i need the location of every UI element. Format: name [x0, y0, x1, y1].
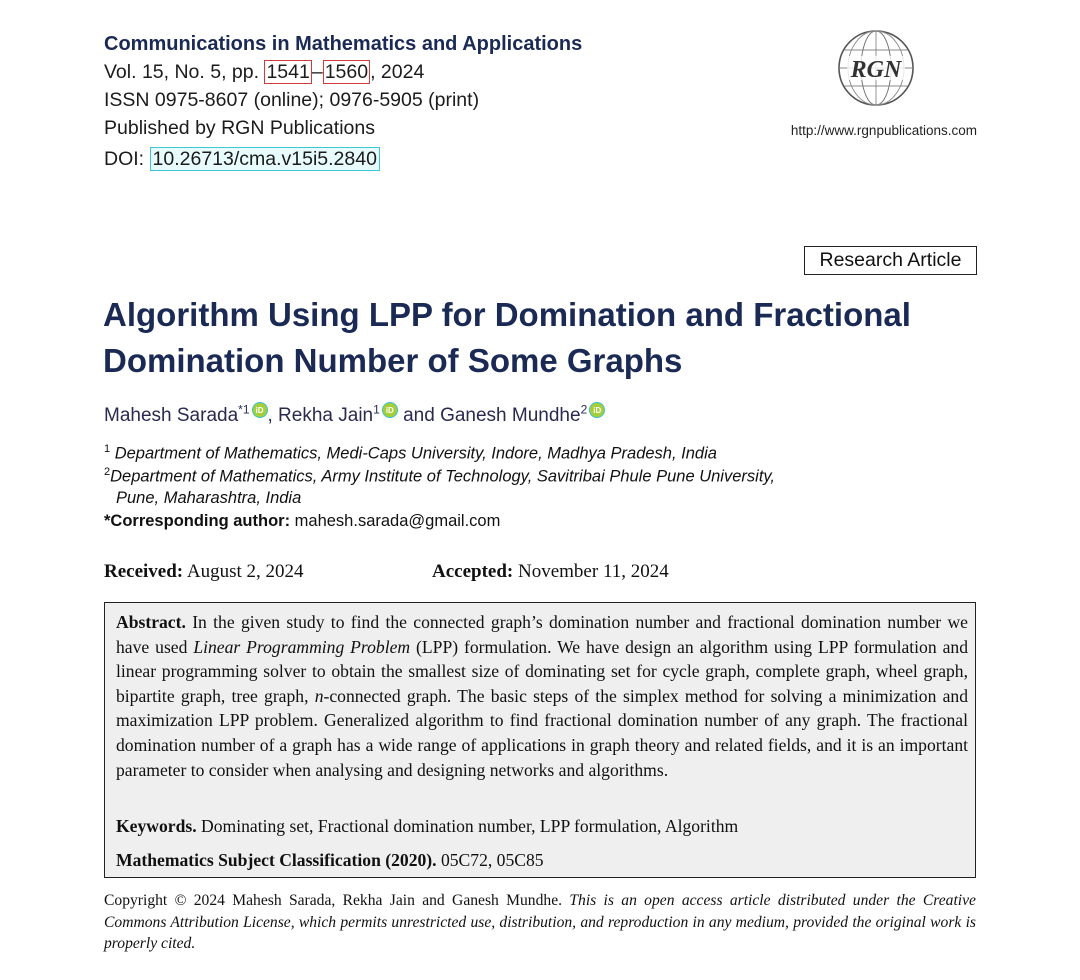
abstract-part-3: -connected graph. The basic steps of the simplex method for solving a minimization and maximization LPP problem. Generalized algorithm to find fractional domination number of any graph. The fractional domination number of a graph has a wide range of applications in graph theory and related fields, and it is an important parameter to consider when analysing and designing networks and algorithms. — [116, 685, 968, 780]
affiliation-1-number: 1 — [104, 443, 111, 455]
accepted-date — [432, 561, 669, 583]
affiliation-2 — [104, 466, 775, 487]
corresponding-email[interactable]: mahesh.sarada@gmail.com — [290, 512, 501, 530]
affiliation-2-cont: Pune, Maharashtra, India — [116, 489, 302, 507]
corresponding-author — [104, 512, 500, 531]
keywords-label: Keywords. — [116, 816, 197, 836]
copyright-license: This is an open access article distributed under the Creative Commons Attribution License, which permits unrestricted use, distribution, and reproduction in any medium, provided the original work is properly cited. — [104, 892, 976, 952]
copyright-notice — [104, 890, 976, 955]
abstract-text — [116, 610, 968, 782]
issn-line: ISSN 0975-8607 (online); 0976-5905 (print) — [104, 89, 480, 111]
publisher-website[interactable]: http://www.rgnpublications.com — [790, 123, 977, 138]
author-1-sup: *1 — [238, 402, 250, 417]
volume-prefix: Vol. 15, No. 5, pp. — [104, 61, 265, 83]
author-2-sup: 1 — [373, 402, 380, 417]
page-start-link[interactable]: 1541 — [266, 61, 310, 83]
title-line-1: Algorithm Using LPP for Domination and Fractional — [103, 296, 911, 333]
corresponding-label: *Corresponding author: — [104, 512, 291, 530]
msc-label: Mathematics Subject Classification (2020). — [116, 850, 437, 870]
orcid-icon[interactable]: iD — [252, 402, 268, 418]
affiliation-2-text: Department of Mathematics, Army Institute of Technology, Savitribai Phule Pune University, — [110, 467, 776, 486]
author-list — [104, 402, 605, 427]
copyright-plain: Copyright © 2024 Mahesh Sarada, Rekha Jain and Ganesh Mundhe. — [104, 892, 570, 909]
logo-text: RGN — [850, 57, 902, 83]
volume-line — [104, 61, 424, 84]
orcid-icon[interactable]: iD — [589, 402, 605, 418]
keywords — [116, 816, 738, 837]
received-date — [104, 561, 304, 583]
abstract-label: Abstract. — [116, 612, 186, 632]
publisher-line: Published by RGN Publications — [104, 117, 375, 139]
article-type-badge: Research Article — [804, 246, 977, 275]
doi-label: DOI: — [104, 148, 150, 170]
author-3-sup: 2 — [580, 402, 588, 417]
orcid-icon[interactable]: iD — [382, 402, 398, 418]
abstract-box — [104, 602, 976, 878]
affiliation-1-text: Department of Mathematics, Medi-Caps University, Indore, Madhya Pradesh, India — [114, 444, 717, 463]
msc-classification — [116, 850, 544, 871]
doi-line — [104, 148, 380, 171]
keywords-text: Dominating set, Fractional domination number, LPP formulation, Algorithm — [196, 816, 739, 836]
abstract-n: n — [314, 685, 324, 706]
affiliation-2-number: 2 — [104, 466, 111, 478]
rgn-globe-logo — [836, 28, 916, 108]
paper-title — [103, 292, 993, 384]
author-2: , Rekha Jain — [267, 405, 374, 426]
volume-suffix: , 2024 — [370, 61, 425, 83]
abstract-part-2: (LPP) formulation. We have design an algorithm using LPP formulation and linear programming solver to obtain the smallest size of dominating set for cycle graph, complete graph, wheel graph, bipartite graph, tree graph, — [116, 636, 968, 706]
abstract-part-1: In the given study to find the connected graph’s domination number and fractional domination number we have used — [116, 612, 968, 657]
author-3: and Ganesh Mundhe — [397, 405, 581, 426]
affiliation-1 — [104, 443, 717, 464]
author-1: Mahesh Sarada — [104, 405, 239, 426]
msc-text: 05C72, 05C85 — [436, 850, 544, 870]
received-value: August 2, 2024 — [183, 561, 304, 582]
page-separator: – — [311, 61, 323, 83]
doi-link[interactable]: 10.26713/cma.v15i5.2840 — [150, 147, 380, 171]
accepted-value: November 11, 2024 — [513, 561, 669, 582]
title-line-2: Domination Number of Some Graphs — [103, 342, 683, 379]
journal-name: Communications in Mathematics and Applications — [104, 33, 583, 55]
page-end-link[interactable]: 1560 — [324, 61, 369, 83]
received-label: Received: — [104, 561, 184, 582]
abstract-lpp: Linear Programming Problem — [193, 636, 411, 657]
accepted-label: Accepted: — [432, 561, 514, 582]
